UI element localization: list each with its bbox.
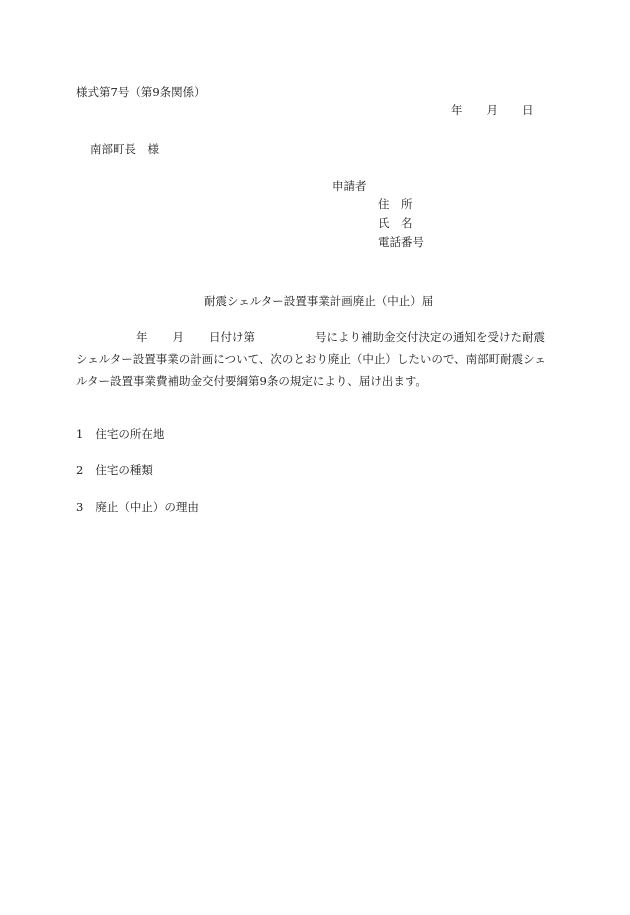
body-paragraph bbox=[76, 326, 554, 392]
document-title: 耐震シェルター設置事業計画廃止（中止）届 bbox=[204, 294, 434, 308]
body-text: 号により補助金交付決定の通知を受けた耐震シェルター設置事業の計画について、次のとおり廃止（中止）したいので、南部町耐震シェルター設置事業費補助金交付要綱第9条の規定により、届け出ます。 bbox=[76, 330, 546, 388]
date-year-label: 年 bbox=[451, 103, 463, 117]
item-number: 3 bbox=[76, 500, 84, 514]
form-number: 様式第7号（第9条関係） bbox=[76, 85, 206, 99]
date-month-label: 月 bbox=[486, 103, 498, 117]
item-1 bbox=[76, 426, 164, 442]
item-3 bbox=[76, 499, 199, 515]
item-number: 2 bbox=[76, 463, 84, 477]
date-line bbox=[451, 102, 534, 118]
applicant-name-label: 氏 名 bbox=[378, 216, 413, 230]
date-day-label: 日 bbox=[522, 103, 534, 117]
body-year-label: 年 bbox=[136, 330, 148, 344]
item-2 bbox=[76, 462, 153, 478]
item-label: 廃止（中止）の理由 bbox=[95, 500, 199, 514]
addressee: 南部町長 様 bbox=[90, 142, 159, 156]
item-label: 住宅の所在地 bbox=[95, 427, 165, 441]
item-label: 住宅の種類 bbox=[95, 463, 153, 477]
applicant-label: 申請者 bbox=[332, 179, 367, 193]
item-number: 1 bbox=[76, 427, 84, 441]
body-day-no-label: 日付け第 bbox=[209, 330, 255, 344]
body-month-label: 月 bbox=[172, 330, 184, 344]
applicant-address-label: 住 所 bbox=[378, 197, 413, 211]
applicant-phone-label: 電話番号 bbox=[378, 235, 424, 249]
